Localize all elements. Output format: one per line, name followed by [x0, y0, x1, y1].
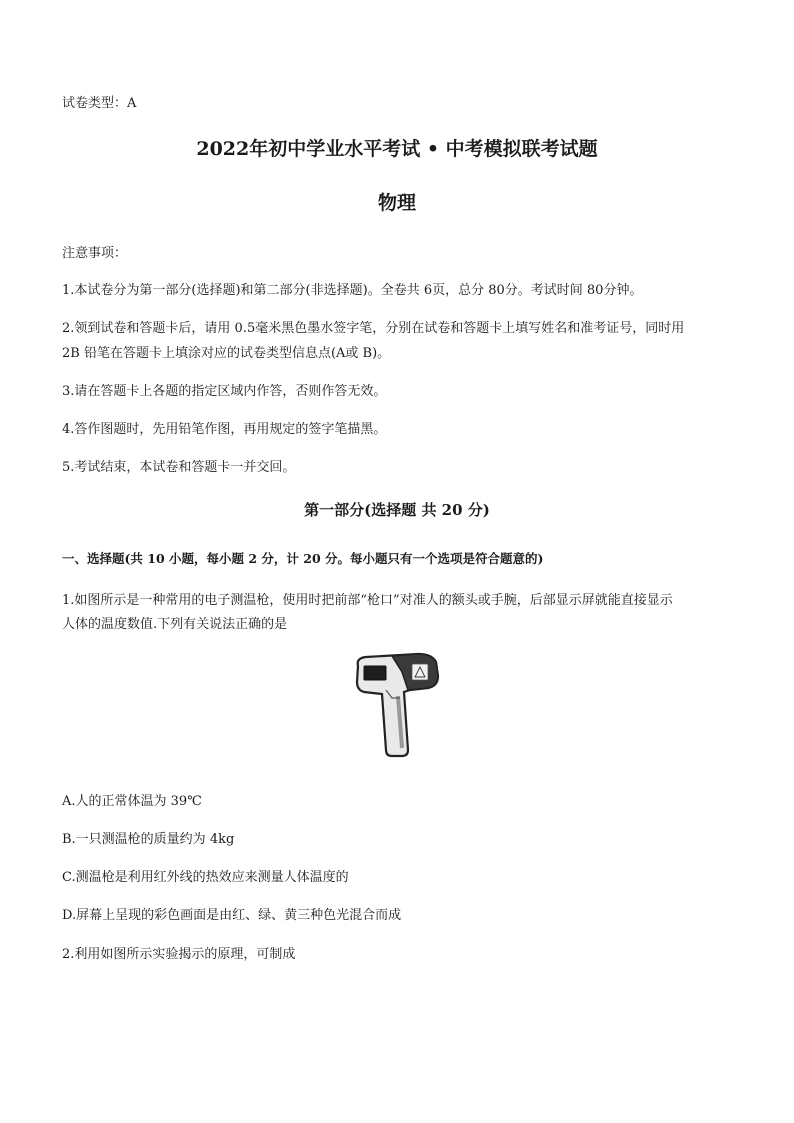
- q1-option-b: B.一只测温枪的质量约为 4kg: [62, 832, 235, 847]
- part1-title: 第一部分(选择题 共 20 分): [304, 501, 490, 519]
- notice-item: 3.请在答题卡上各题的指定区域内作答，否则作答无效。: [62, 384, 387, 399]
- exam-title: 2022年初中学业水平考试 • 中考模拟联考试题: [196, 138, 598, 160]
- subject-title: 物理: [377, 192, 416, 214]
- section1-heading: 一、选择题(共 10 小题，每小题 2 分，计 20 分。每小题只有一个选项是符合题意的): [62, 551, 544, 566]
- q1-stem-line1: 1.如图所示是一种常用的电子测温枪，使用时把前部“枪口”对准人的额头或手腕，后部显示屏就能直接显示: [62, 593, 673, 608]
- notice-item: 5.考试结束，本试卷和答题卡一并交回。: [62, 460, 296, 475]
- paper-type: 试卷类型：A: [62, 96, 137, 111]
- notice-item: 4.答作图题时，先用铅笔作图，再用规定的签字笔描黑。: [62, 422, 387, 437]
- thermometer-gun-figure: [352, 652, 442, 760]
- notice-heading: 注意事项：: [62, 246, 128, 261]
- q1-option-a: A.人的正常体温为 39℃: [62, 794, 202, 809]
- notice-item: 2.领到试卷和答题卡后，请用 0.5毫米黑色墨水签字笔，分别在试卷和答题卡上填写姓名和准考证号，同时用: [62, 321, 685, 336]
- q2-stem-line1: 2.利用如图所示实验揭示的原理，可制成: [62, 947, 296, 962]
- q1-stem-line2: 人体的温度数值.下列有关说法正确的是: [62, 617, 288, 632]
- q1-option-c: C.测温枪是利用红外线的热效应来测量人体温度的: [62, 870, 349, 885]
- notice-item: 1.本试卷分为第一部分(选择题)和第二部分(非选择题)。全卷共 6页，总分 80分。考试时间 80分钟。: [62, 283, 643, 298]
- notice-item: 2B 铅笔在答题卡上填涂对应的试卷类型信息点(A或 B)。: [62, 346, 391, 361]
- q1-option-d: D.屏幕上呈现的彩色画面是由红、绿、黄三种色光混合而成: [62, 908, 402, 923]
